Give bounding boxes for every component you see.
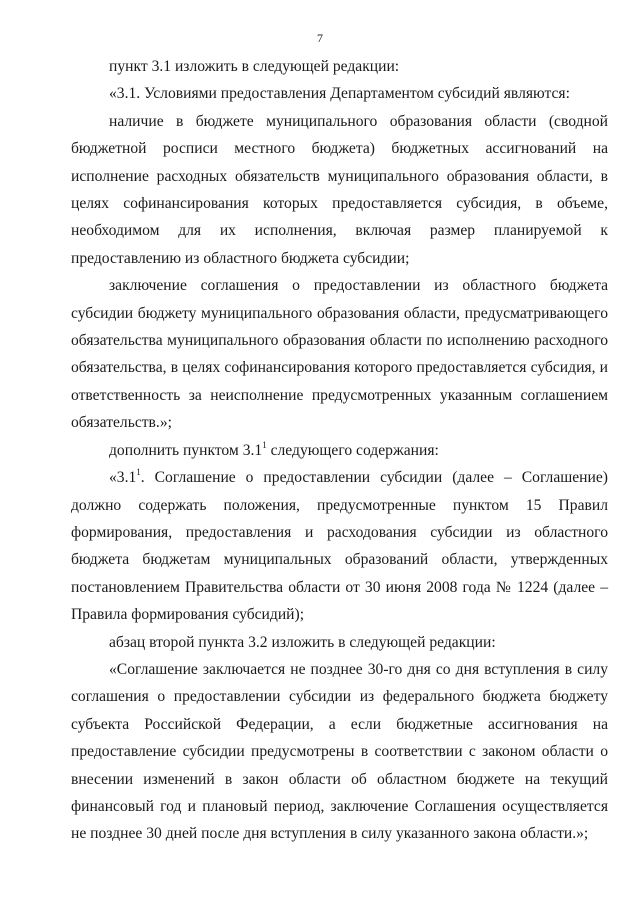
clause-heading-3-1: «3.1. Условиями предоставления Департаментом субсидий являются: [109,85,570,103]
insert-text-after: следующего содержания: [266,441,439,459]
agreement-superscript: 1 [136,466,141,477]
insert-text-before: дополнить пунктом 3.1 [109,441,263,459]
condition-agreement: заключение соглашения о предоставлении из областного бюджета субсидии бюджету муниципального образования области, предусматривающего обязательства муниципального образования области по исполнению расходного обязательства, в целях софинансирования которого предоставляется субсидия, и ответственность за неисполнение предусмотренных указанным соглашением обязательств.»; [71,277,608,432]
insert-superscript: 1 [262,439,267,450]
document-body [71,53,608,848]
instruction-paragraph-3-2: абзац второй пункта 3.2 изложить в следующей редакции: [109,633,496,651]
clause-3-2-new-text: «Соглашение заключается не позднее 30-го дня со дня вступления в силу соглашения о предоставлении субсидии из федерального бюджета бюджету субъекта Российской Федерации, а если бюджетные ассигнования на предоставление субсидии предусмотрены в соответствии с законом области о внесении изменений в закон области об областном бюджете на текущий финансовый год и плановый период, заключение Соглашения осуществляется не позднее 30 дней после дня вступления в силу указанного закона области.»; [71,660,608,843]
condition-budget-allocations: наличие в бюджете муниципального образования области (сводной бюджетной росписи местного бюджета) бюджетных ассигнований на исполнение расходных обязательств муниципального образования области, в целях софинансирования которых предоставляется субсидия, в объеме, необходимом для их исполнения, включая размер планируемой к предоставлению из областного бюджета субсидии; [71,112,608,267]
clause-3-1-1-agreement [71,464,608,628]
page-number: 7 [317,31,323,45]
insert-clause-instruction [71,437,608,464]
agreement-text-after: . Соглашение о предоставлении субсидии (далее – Соглашение) должно содержать положения, предусмотренные пунктом 15 Правил формирования, предоставления и расходования субсидии из областного бюджета бюджетам муниципальных образований области, утвержденных постановлением Правительства области от 30 июня 2008 года № 1224 (далее – Правила формирования субсидий); [71,469,608,624]
instruction-paragraph: пункт 3.1 изложить в следующей редакции: [109,58,400,75]
agreement-text-before: «3.1 [109,469,137,487]
